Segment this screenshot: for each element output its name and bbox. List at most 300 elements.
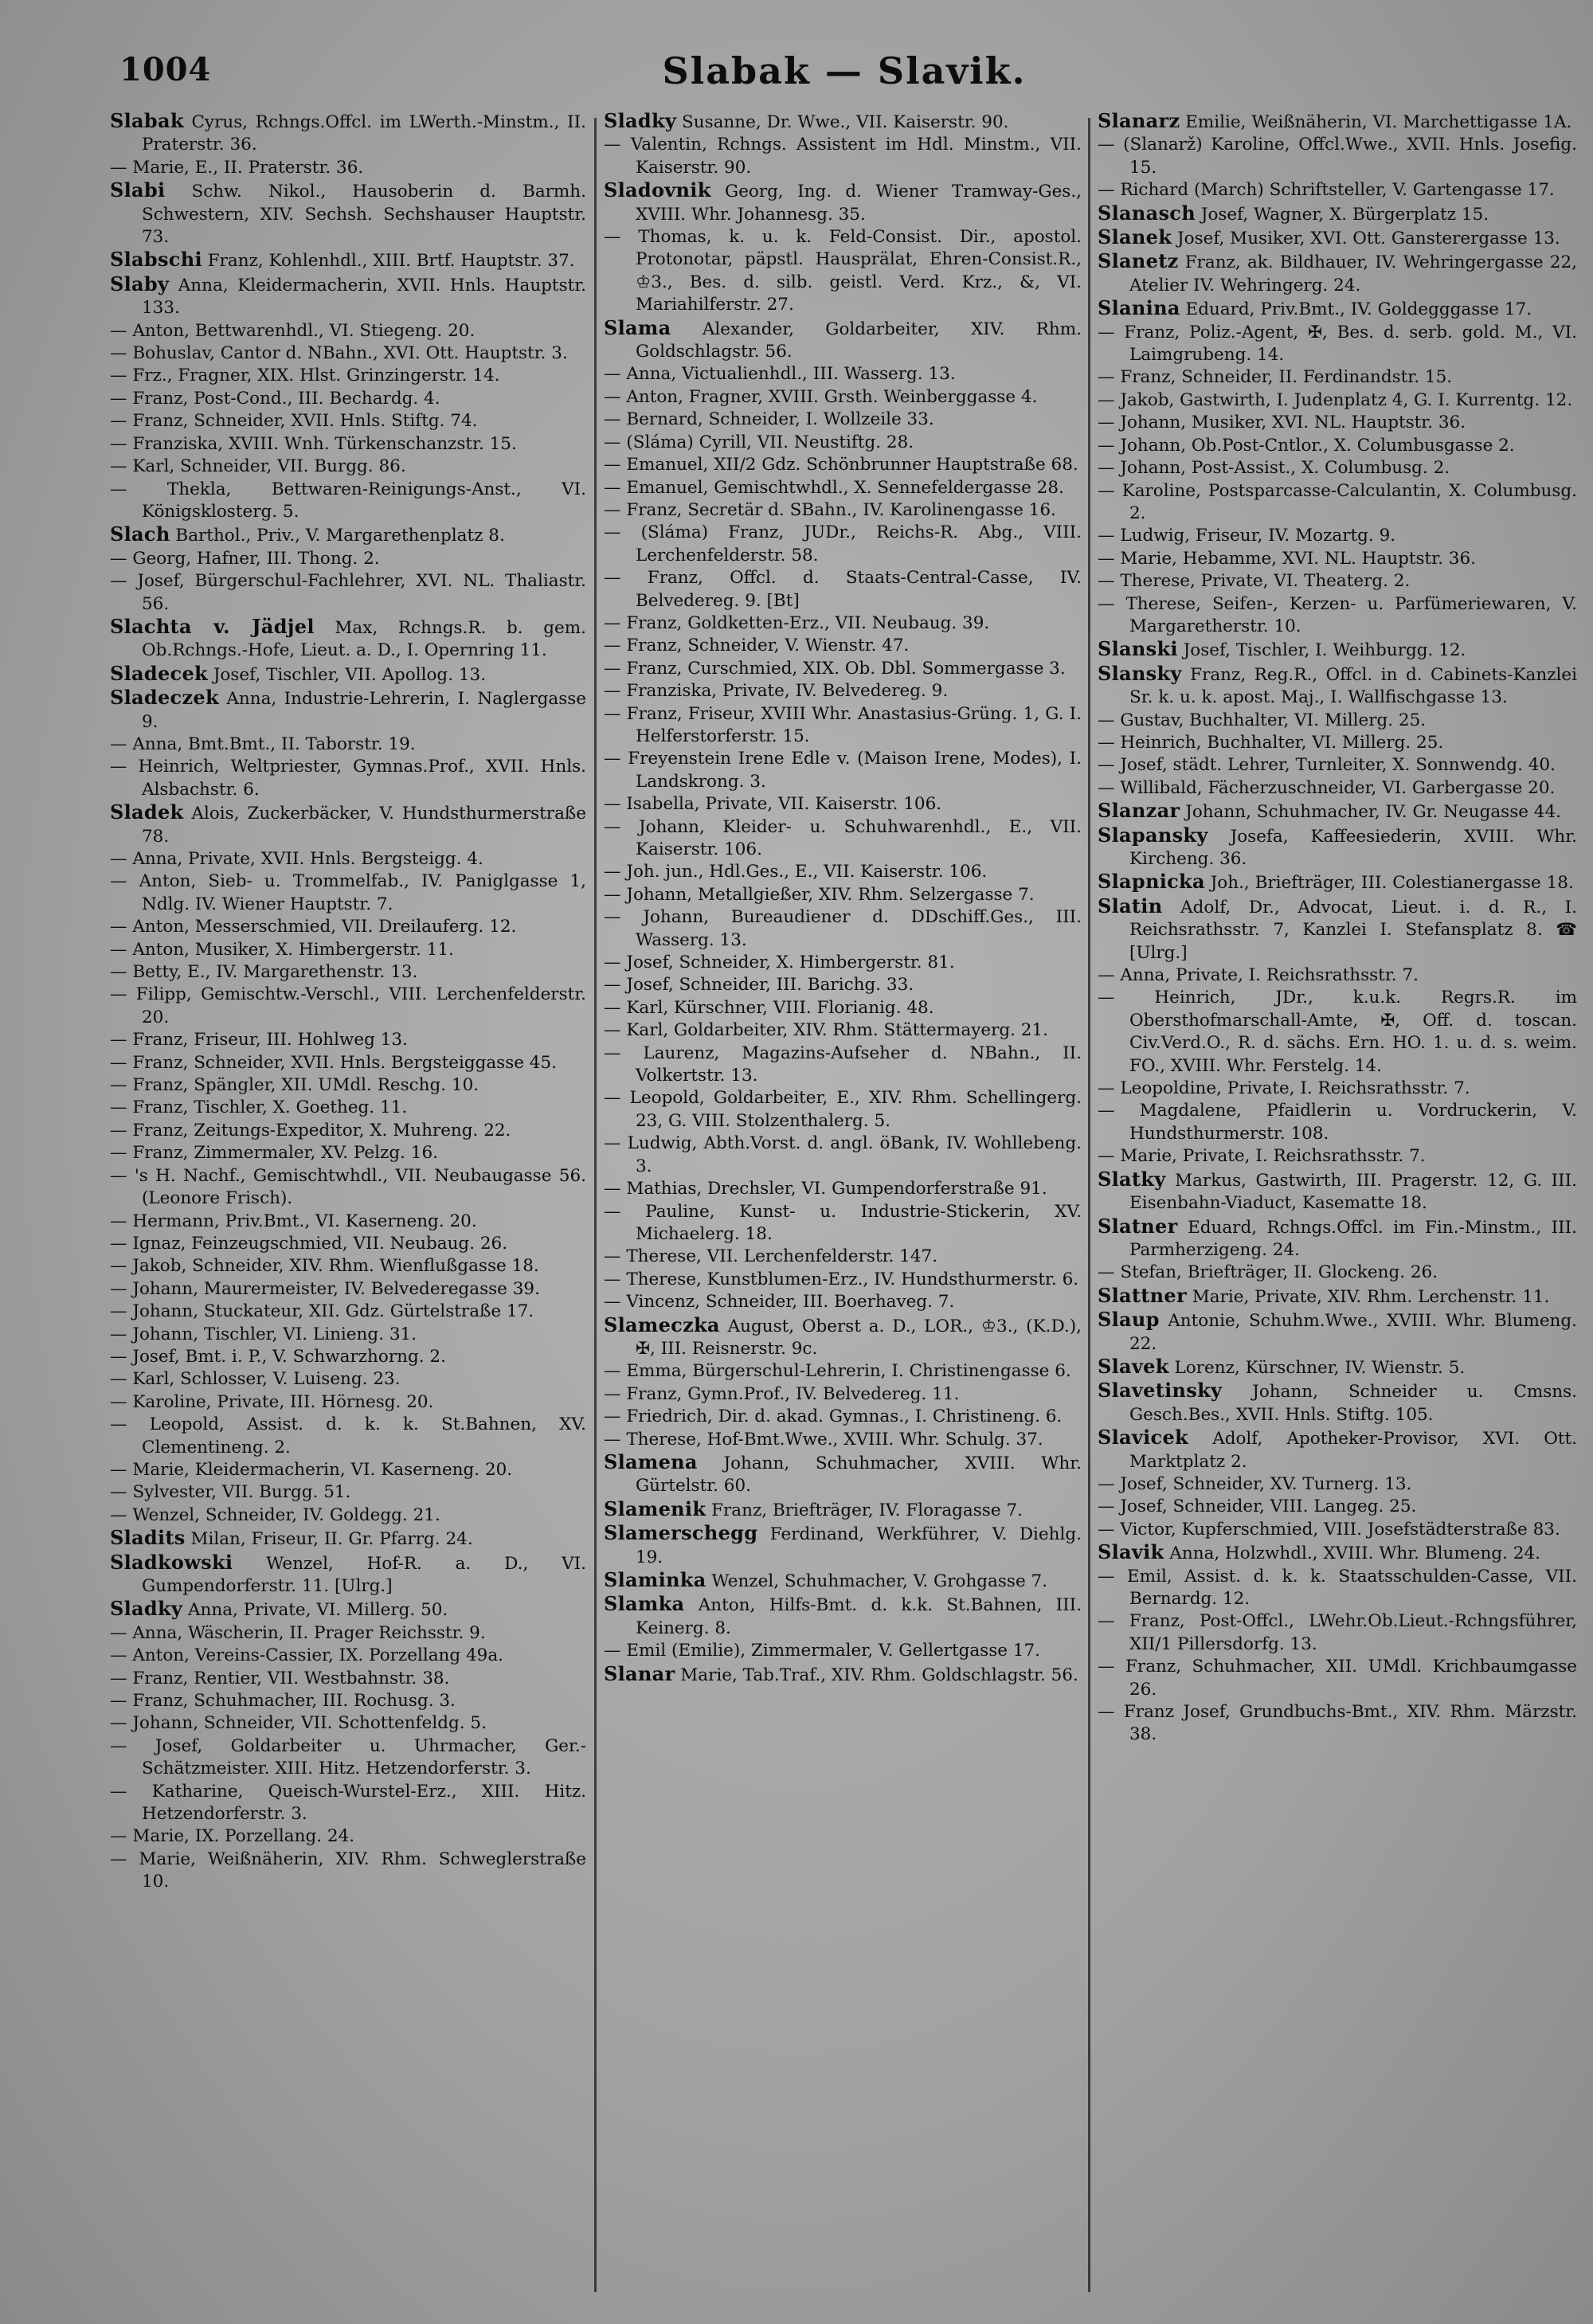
directory-entry	[1098, 638, 1577, 662]
entry-text: — Franz, Curschmied, XIX. Ob. Dbl. Sommergasse 3.	[604, 658, 1066, 679]
entry-text: — Josef, Bürgerschul-Fachlehrer, XVI. NL. Thaliastr. 56.	[110, 571, 586, 614]
page-number: 1004	[119, 51, 212, 88]
directory-entry	[604, 1360, 1082, 1383]
directory-entry	[1098, 1168, 1577, 1215]
entry-surname: Sladky	[110, 1597, 183, 1621]
directory-entry	[1098, 297, 1577, 321]
directory-entry	[110, 734, 586, 756]
directory-entry	[1098, 548, 1577, 570]
directory-entry	[110, 342, 586, 365]
directory-entry	[604, 1043, 1082, 1088]
entry-text: — Karoline, Postsparcasse-Calculantin, X. Columbusg. 2.	[1098, 480, 1577, 523]
directory-entry	[604, 432, 1082, 454]
directory-entry	[1098, 1078, 1577, 1100]
entry-text: — Stefan, Briefträger, II. Glockeng. 26.	[1098, 1262, 1438, 1283]
entry-surname: Slatin	[1098, 894, 1163, 917]
entry-text: — Filipp, Gemischtw.-Verschl., VIII. Lerchenfelderstr. 20.	[110, 984, 586, 1027]
entry-text: — (Sláma) Cyrill, VII. Neustiftg. 28.	[604, 432, 914, 452]
directory-entry	[604, 409, 1082, 431]
entry-text: — Wenzel, Schneider, IV. Goldegg. 21.	[110, 1504, 440, 1525]
directory-entry	[110, 1414, 586, 1459]
entry-text: — Franz Josef, Grundbuchs-Bmt., XIV. Rhm. Märzstr. 38.	[1098, 1702, 1577, 1745]
directory-entry	[110, 871, 586, 916]
directory-entry	[110, 1142, 586, 1164]
directory-entry	[110, 1504, 586, 1527]
entry-text: Anna, Private, VI. Millerg. 50.	[188, 1600, 448, 1621]
entry-text: — Franz, Post-Offcl., LWehr.Ob.Lieut.-Rchngsführer, XII/1 Pillersdorfg. 13.	[1098, 1611, 1577, 1654]
directory-entry	[1098, 1285, 1577, 1309]
directory-entry	[110, 1735, 586, 1781]
directory-entry	[110, 687, 586, 734]
directory-entry	[604, 1383, 1082, 1406]
directory-entry	[110, 410, 586, 432]
directory-entry	[110, 939, 586, 961]
directory-entry	[110, 1459, 586, 1481]
directory-entry	[604, 134, 1082, 179]
entry-text: Johann, Schuhmacher, IV. Gr. Neugasse 44.	[1185, 802, 1561, 823]
directory-entry	[110, 1255, 586, 1277]
entry-surname: Slavik	[1098, 1540, 1164, 1564]
entry-surname: Slanina	[1098, 296, 1180, 320]
entry-text: — Therese, Seifen-, Kerzen- u. Parfümeriewaren, V. Margaretherstr. 10.	[1098, 593, 1577, 636]
entry-surname: Sladek	[110, 800, 184, 824]
directory-entry	[110, 1346, 586, 1368]
entry-text: — Marie, Weißnäherin, XIV. Rhm. Schweglerstraße 10.	[110, 1849, 586, 1892]
entry-text: — Mathias, Drechsler, VI. Gumpendorferstraße 91.	[604, 1179, 1047, 1199]
entry-text: — Josef, städt. Lehrer, Turnleiter, X. Sonnwendg. 40.	[1098, 755, 1556, 776]
directory-entry	[110, 1781, 586, 1826]
entry-text: — Friedrich, Dir. d. akad. Gymnas., I. Christineng. 6.	[604, 1407, 1063, 1427]
directory-entry	[110, 1690, 586, 1712]
entry-text: — Franz, Post-Cond., III. Bechardg. 4.	[110, 388, 440, 409]
entry-text: — Franz, Friseur, III. Hohlweg 13.	[110, 1030, 408, 1050]
entry-surname: Slanek	[1098, 225, 1172, 249]
directory-entry	[1098, 871, 1577, 894]
directory-entry	[1098, 1426, 1577, 1473]
directory-entry	[604, 522, 1082, 567]
directory-entry	[110, 1097, 586, 1119]
directory-entry	[110, 848, 586, 871]
entry-surname: Slansky	[1098, 661, 1182, 685]
entry-text: — Franz, Goldketten-Erz., VII. Neubaug. 39.	[604, 612, 990, 633]
entry-text: — Josef, Schneider, III. Barichg. 33.	[604, 975, 914, 996]
directory-entry	[1098, 1379, 1577, 1426]
entry-text: — Joh. jun., Hdl.Ges., E., VII. Kaiserstr. 106.	[604, 862, 988, 882]
entry-surname: Slatner	[1098, 1214, 1178, 1238]
entry-text: Josef, Wagner, X. Bürgerplatz 15.	[1200, 204, 1489, 225]
entry-text: Max, Rchngs.R. b. gem. Ob.Rchngs.-Hofe, Lieut. a. D., I. Opernring 11.	[142, 617, 586, 661]
directory-entry	[604, 703, 1082, 749]
entry-text: Alois, Zuckerbäcker, V. Hundsthurmerstraße 78.	[142, 804, 586, 847]
directory-entry	[110, 916, 586, 938]
directory-entry	[1098, 1656, 1577, 1701]
directory-entry	[1098, 895, 1577, 964]
entry-text: — Karl, Schlosser, V. Luiseng. 23.	[110, 1369, 401, 1390]
directory-entry	[604, 1291, 1082, 1313]
column-divider	[1088, 118, 1090, 2292]
entry-text: — Johann, Post-Assist., X. Columbusg. 2.	[1098, 458, 1450, 479]
entry-text: — Anton, Messerschmied, VII. Dreilauferg. 12.	[110, 917, 517, 937]
entry-text: — Franziska, Private, IV. Belvedereg. 9.	[604, 681, 949, 702]
entry-surname: Slanar	[604, 1661, 675, 1685]
entry-text: Adolf, Apotheker-Provisor, XVI. Ott. Marktplatz 2.	[1129, 1429, 1577, 1472]
directory-entry	[1098, 525, 1577, 547]
entry-text: — Vincenz, Schneider, III. Boerhaveg. 7.	[604, 1292, 955, 1313]
directory-entry	[110, 456, 586, 478]
entry-text: — Jakob, Gastwirth, I. Judenplatz 4, G. I. Kurrentg. 12.	[1098, 389, 1573, 410]
column-2	[604, 110, 1082, 2292]
entry-text: — Bernard, Schneider, I. Wollzeile 33.	[604, 409, 934, 430]
directory-entry	[604, 680, 1082, 702]
entry-surname: Slanasch	[1098, 201, 1196, 225]
directory-entry	[604, 861, 1082, 883]
directory-entry	[110, 1324, 586, 1346]
directory-entry	[1098, 366, 1577, 389]
entry-text: — Josef, Schneider, X. Himbergerstr. 81.	[604, 953, 955, 973]
entry-text: — Heinrich, Buchhalter, VI. Millerg. 25.	[1098, 732, 1444, 753]
directory-entry	[604, 1663, 1082, 1687]
entry-text: — Franz, Friseur, XVIII Whr. Anastasius-Grüng. 1, G. I. Helferstorferstr. 15.	[604, 703, 1082, 746]
entry-text: Ferdinand, Werkführer, V. Diehlg. 19.	[636, 1524, 1082, 1567]
directory-entry	[110, 110, 586, 157]
directory-entry	[604, 1246, 1082, 1268]
directory-entry	[604, 997, 1082, 1019]
entry-text: — Emma, Bürgerschul-Lehrerin, I. Christinengasse 6.	[604, 1361, 1071, 1382]
directory-entry	[110, 1052, 586, 1074]
entry-surname: Slabak	[110, 110, 184, 132]
directory-entry	[1098, 987, 1577, 1078]
directory-entry	[604, 1269, 1082, 1291]
entry-text: — Franz, Poliz.-Agent, ✠, Bes. d. serb. gold. M., VI. Laimgrubeng. 14.	[1098, 322, 1577, 366]
entry-text: — Johann, Ob.Post-Cntlor., X. Columbusgasse 2.	[1098, 435, 1515, 456]
directory-entry	[604, 454, 1082, 476]
directory-entry	[1098, 1519, 1577, 1541]
entry-text: Joh., Briefträger, III. Colestianergasse 18.	[1210, 873, 1574, 894]
entry-text: Adolf, Dr., Advocat, Lieut. i. d. R., I. Reichsrathsstr. 7, Kanzlei I. Stefansplatz 8. ☎ [Ulrg.]	[1129, 897, 1577, 963]
directory-entry	[604, 635, 1082, 657]
entry-text: — Johann, Metallgießer, XIV. Rhm. Selzergasse 7.	[604, 884, 1035, 905]
entry-text: Cyrus, Rchngs.Offcl. im LWerth.-Minstm., II. Praterstr. 36.	[142, 112, 586, 155]
entry-text: — Therese, Hof-Bmt.Wwe., XVIII. Whr. Schulg. 37.	[604, 1429, 1043, 1450]
directory-entry	[1098, 322, 1577, 367]
entry-text: Antonie, Schuhm.Wwe., XVIII. Whr. Blumeng. 22.	[1129, 1311, 1577, 1354]
entry-text: Markus, Gastwirth, III. Pragerstr. 12, G. III. Eisenbahn-Viaduct, Kasematte 18.	[1129, 1170, 1577, 1214]
entry-text: — (Sláma) Franz, JUDr., Reichs-R. Abg., VIII. Lerchenfelderstr. 58.	[604, 522, 1082, 565]
directory-entry	[604, 1498, 1082, 1522]
entry-surname: Slamka	[604, 1592, 685, 1616]
entry-surname: Slavicek	[1098, 1426, 1188, 1450]
entry-text: — Georg, Hafner, III. Thong. 2.	[110, 548, 380, 569]
entry-text: — Franz, Schneider, XVII. Hnls. Bergsteiggasse 45.	[110, 1052, 557, 1073]
entry-text: — Anton, Musiker, X. Himbergerstr. 11.	[110, 939, 454, 960]
directory-entry	[604, 906, 1082, 952]
entry-surname: Sladkowski	[110, 1550, 233, 1574]
entry-surname: Slachta v. Jädjel	[110, 614, 315, 638]
directory-entry	[110, 756, 586, 801]
directory-entry	[604, 1314, 1082, 1361]
entry-text: — Therese, Private, VI. Theaterg. 2.	[1098, 571, 1411, 592]
entry-text: Anna, Industrie-Lehrerin, I. Naglergasse 9.	[142, 689, 586, 732]
entry-text: — Josef, Schneider, VIII. Langeg. 25.	[1098, 1497, 1417, 1517]
directory-entry	[1098, 800, 1577, 824]
entry-text: — Karl, Goldarbeiter, XIV. Rhm. Stättermayerg. 21.	[604, 1020, 1048, 1041]
directory-entry	[604, 477, 1082, 499]
entry-text: Johann, Schuhmacher, XVIII. Whr. Gürtelstr. 60.	[636, 1453, 1082, 1497]
entry-text: — (Slanarž) Karoline, Offcl.Wwe., XVII. Hnls. Josefig. 15.	[1098, 135, 1577, 178]
entry-text: — Freyenstein Irene Edle v. (Maison Irene, Modes), I. Landskrong. 3.	[604, 749, 1082, 792]
directory-entry	[604, 1019, 1082, 1042]
directory-entry	[1098, 777, 1577, 800]
entry-text: — Emil (Emilie), Zimmermaler, V. Gellertgasse 17.	[604, 1641, 1040, 1661]
directory-entry	[1098, 593, 1577, 639]
entry-surname: Slabi	[110, 178, 166, 202]
directory-entry	[110, 1301, 586, 1323]
directory-entry	[604, 1569, 1082, 1593]
entry-surname: Slamena	[604, 1450, 698, 1473]
entry-text: — Victor, Kupferschmied, VIII. Josefstädterstraße 83.	[1098, 1519, 1560, 1540]
entry-surname: Slabschi	[110, 248, 202, 272]
entry-surname: Slanzar	[1098, 799, 1180, 823]
entry-surname: Slamerschegg	[604, 1521, 758, 1545]
directory-entry	[110, 961, 586, 984]
directory-entry	[604, 1522, 1082, 1569]
directory-entry	[110, 479, 586, 524]
entry-surname: Slanarz	[1098, 110, 1180, 132]
entry-surname: Slavetinsky	[1098, 1379, 1223, 1403]
directory-entry	[1098, 1566, 1577, 1611]
entry-text: — Ludwig, Friseur, IV. Mozartg. 9.	[1098, 526, 1396, 546]
directory-entry	[1098, 570, 1577, 593]
directory-entry	[110, 1849, 586, 1894]
directory-entry	[110, 1645, 586, 1667]
directory-entry	[110, 801, 586, 848]
entry-text: — Anton, Vereins-Cassier, IX. Porzellang 49a.	[110, 1645, 503, 1666]
entry-surname: Slanski	[1098, 637, 1178, 661]
entry-text: Georg, Ing. d. Wiener Tramway-Ges., XVIII. Whr. Johannesg. 35.	[636, 182, 1082, 225]
directory-entry	[110, 365, 586, 387]
directory-entry	[110, 663, 586, 687]
entry-text: — Franz, Schneider, II. Ferdinandstr. 15.	[1098, 367, 1453, 388]
directory-entry	[110, 1668, 586, 1690]
entry-text: — Frz., Fragner, XIX. Hlst. Grinzingerstr. 14.	[110, 366, 500, 386]
directory-entry	[110, 616, 586, 663]
entry-text: Emilie, Weißnäherin, VI. Marchettigasse 1A.	[1185, 112, 1572, 132]
entry-text: — Heinrich, JDr., k.u.k. Regrs.R. im Obersthofmarschall-Amte, ✠, Off. d. toscan. Civ.Verd.O., R. d. sächs. Ern. HO. 1. u. d. s. weim. FO., XVIII. Whr. Ferstelg. 14.	[1098, 988, 1577, 1076]
directory-entry	[604, 179, 1082, 226]
directory-entry	[1098, 1473, 1577, 1496]
directory-entry	[604, 499, 1082, 522]
entry-text: — Franz, Rentier, VII. Westbahnstr. 38.	[110, 1668, 450, 1688]
entry-surname: Sladits	[110, 1526, 186, 1550]
directory-entry	[1098, 250, 1577, 297]
entry-text: — Thekla, Bettwaren-Reinigungs-Anst., VI. Königsklosterg. 5.	[110, 479, 586, 522]
entry-text: — Anna, Victualienhdl., III. Wasserg. 13.	[604, 364, 956, 385]
entry-text: — Johann, Maurermeister, IV. Belvederegasse 39.	[110, 1278, 540, 1299]
directory-entry	[1098, 412, 1577, 434]
entry-text: Josef, Tischler, I. Weihburgg. 12.	[1183, 640, 1466, 661]
directory-entry	[110, 433, 586, 456]
entry-text: Alexander, Goldarbeiter, XIV. Rhm. Goldschlagstr. 56.	[636, 319, 1082, 362]
directory-entry	[604, 1201, 1082, 1246]
entry-text: — Franz, Zeitungs-Expeditor, X. Muhreng. 22.	[110, 1120, 511, 1140]
entry-text: Wenzel, Hof-R. a. D., VI. Gumpendorferstr. 11. [Ulrg.]	[142, 1553, 586, 1596]
entry-text: Lorenz, Kürschner, IV. Wienstr. 5.	[1174, 1357, 1466, 1378]
directory-entry	[1098, 226, 1577, 250]
entry-text: — Leopold, Assist. d. k. k. St.Bahnen, XV. Clementineng. 2.	[110, 1414, 586, 1457]
directory-entry	[1098, 457, 1577, 479]
entry-text: Marie, Private, XIV. Rhm. Lerchenstr. 11.	[1192, 1286, 1550, 1307]
directory-entry	[110, 548, 586, 570]
entry-text: Franz, Briefträger, IV. Floragasse 7.	[711, 1500, 1023, 1520]
entry-text: August, Oberst a. D., LOR., ♔3., (K.D.), ✠, III. Reisnerstr. 9c.	[636, 1316, 1082, 1359]
entry-surname: Slaup	[1098, 1308, 1160, 1332]
directory-entry	[110, 1233, 586, 1255]
entry-text: — Johann, Musiker, XVI. NL. Hauptstr. 36.	[1098, 413, 1466, 433]
entry-text: — Karoline, Private, III. Hörnesg. 20.	[110, 1391, 434, 1412]
directory-entry	[110, 1029, 586, 1051]
directory-entry	[1098, 480, 1577, 526]
directory-entry	[110, 248, 586, 272]
entry-text: Anna, Holzwhdl., XVIII. Whr. Blumeng. 24.	[1169, 1543, 1540, 1564]
entry-text: — Franziska, XVIII. Wnh. Türkenschanzstr. 15.	[110, 433, 517, 454]
directory-entry	[110, 523, 586, 547]
directory-entry	[110, 1825, 586, 1848]
page-title: Slabak — Slavik.	[662, 49, 1027, 92]
directory-entry	[604, 748, 1082, 793]
directory-entry	[110, 1527, 586, 1551]
entry-text: — Johann, Tischler, VI. Linieng. 31.	[110, 1324, 417, 1344]
directory-entry	[110, 1481, 586, 1504]
directory-entry	[1098, 1496, 1577, 1518]
directory-entry	[110, 157, 586, 179]
entry-text: — Hermann, Priv.Bmt., VI. Kaserneng. 20.	[110, 1211, 477, 1231]
entry-text: — Emil, Assist. d. k. k. Staatsschulden-Casse, VII. Bernardg. 12.	[1098, 1566, 1577, 1609]
entry-text: — Anna, Private, XVII. Hnls. Bergsteigg. 4.	[110, 849, 483, 869]
entry-text: — Emanuel, Gemischtwhdl., X. Sennefeldergasse 28.	[604, 477, 1064, 498]
entry-surname: Slapansky	[1098, 823, 1208, 847]
entry-text: Wenzel, Schuhmacher, V. Grohgasse 7.	[711, 1571, 1048, 1591]
entry-text: — Pauline, Kunst- u. Industrie-Stickerin, XV. Michaelerg. 18.	[604, 1201, 1082, 1244]
entry-text: — Anton, Fragner, XVIII. Grsth. Weinberggasse 4.	[604, 386, 1038, 407]
entry-surname: Sladovnik	[604, 178, 711, 202]
directory-entry	[110, 320, 586, 342]
directory-entry	[604, 974, 1082, 996]
directory-entry	[110, 1368, 586, 1391]
directory-entry	[1098, 202, 1577, 226]
directory-entry	[110, 1598, 586, 1622]
directory-entry	[110, 1120, 586, 1142]
entry-text: — Jakob, Schneider, XIV. Rhm. Wienflußgasse 18.	[110, 1256, 539, 1277]
directory-entry	[604, 317, 1082, 364]
directory-entry	[604, 1593, 1082, 1640]
entry-surname: Slama	[604, 315, 671, 339]
entry-surname: Sladecek	[110, 661, 208, 685]
directory-entry	[1098, 1145, 1577, 1168]
directory-entry	[110, 179, 586, 248]
entry-text: Franz, ak. Bildhauer, IV. Wehringergasse 22, Atelier IV. Wehringerg. 24.	[1129, 252, 1577, 295]
directory-entry	[1098, 663, 1577, 710]
entry-text: — Josef, Schneider, XV. Turnerg. 13.	[1098, 1473, 1412, 1494]
directory-entry	[604, 1640, 1082, 1662]
entry-text: — Anna, Wäscherin, II. Prager Reichsstr. 9.	[110, 1622, 486, 1643]
entry-text: — Johann, Kleider- u. Schuhwarenhdl., E., VII. Kaiserstr. 106.	[604, 816, 1082, 859]
entry-text: — Johann, Bureaudiener d. DDschiff.Ges., III. Wasserg. 13.	[604, 907, 1082, 950]
directory-entry	[110, 1074, 586, 1097]
entry-text: — Willibald, Fächerzuschneider, VI. Garbergasse 20.	[1098, 777, 1556, 798]
entry-text: — Betty, E., IV. Margarethenstr. 13.	[110, 962, 418, 983]
directory-entry	[1098, 1356, 1577, 1379]
directory-entry	[604, 793, 1082, 816]
directory-entry	[1098, 732, 1577, 754]
directory-entry	[110, 1278, 586, 1301]
directory-entry	[1098, 134, 1577, 179]
entry-text: — Ludwig, Abth.Vorst. d. angl. öBank, IV. Wohllebeng. 3.	[604, 1133, 1082, 1176]
directory-entry	[604, 110, 1082, 134]
directory-entry	[604, 567, 1082, 612]
entry-text: — Franz, Schneider, V. Wienstr. 47.	[604, 636, 910, 656]
entry-text: — Anton, Bettwarenhdl., VI. Stiegeng. 20.	[110, 320, 476, 341]
directory-entry	[604, 226, 1082, 317]
entry-text: — Franz, Secretär d. SBahn., IV. Karolinengasse 16.	[604, 499, 1056, 520]
entry-text: — 's H. Nachf., Gemischtwhdl., VII. Neubaugasse 56. (Leonore Frisch).	[110, 1165, 586, 1209]
entry-text: — Thomas, k. u. k. Feld-Consist. Dir., apostol. Protonotar, päpstl. Hausprälat, Ehren-Consist.R., ♔3., Bes. d. silb. geistl. Verd. Krz., &, VI. Mariahilferstr. 27.	[604, 227, 1082, 315]
entry-text: — Franz, Schneider, XVII. Hnls. Stiftg. 74.	[110, 411, 478, 432]
entry-surname: Slaminka	[604, 1568, 706, 1591]
entry-text: — Magdalene, Pfaidlerin u. Vordruckerin, V. Hundsthurmerstr. 108.	[1098, 1101, 1577, 1144]
entry-text: — Anna, Private, I. Reichsrathsstr. 7.	[1098, 965, 1419, 986]
directory-entry	[604, 1178, 1082, 1200]
entry-text: — Marie, E., II. Praterstr. 36.	[110, 157, 364, 178]
entry-text: Josefa, Kaffeesiederin, XVIII. Whr. Kircheng. 36.	[1129, 826, 1577, 869]
entry-text: Anton, Hilfs-Bmt. d. k.k. St.Bahnen, III. Keinerg. 8.	[636, 1595, 1082, 1638]
directory-entry	[604, 884, 1082, 906]
entry-text: — Josef, Goldarbeiter u. Uhrmacher, Ger.-Schätzmeister. XIII. Hitz. Hetzendorferstr. 3.	[110, 1735, 586, 1779]
entry-text: — Katharine, Queisch-Wurstel-Erz., XIII. Hitz. Hetzendorferstr. 3.	[110, 1781, 586, 1825]
entry-text: Anna, Kleidermacherin, XVII. Hnls. Hauptstr. 133.	[142, 275, 586, 319]
entry-text: Eduard, Rchngs.Offcl. im Fin.-Minstm., III. Parmherzigeng. 24.	[1129, 1217, 1577, 1260]
entry-surname: Slanetz	[1098, 249, 1179, 273]
directory-entry	[604, 1087, 1082, 1133]
entry-text: Franz, Reg.R., Offcl. in d. Cabinets-Kanzlei Sr. k. u. k. apost. Maj., I. Wallfischgasse 13.	[1129, 664, 1577, 708]
entry-text: — Emanuel, XII/2 Gdz. Schönbrunner Hauptstraße 68.	[604, 455, 1078, 475]
directory-entry	[604, 1451, 1082, 1498]
column-divider	[594, 118, 597, 2292]
directory-entry	[604, 658, 1082, 680]
directory-entry	[110, 1551, 586, 1598]
entry-text: — Josef, Bmt. i. P., V. Schwarzhorng. 2.	[110, 1346, 446, 1367]
entry-text: — Marie, Hebamme, XVI. NL. Hauptstr. 36.	[1098, 548, 1476, 569]
column-1	[110, 110, 586, 2292]
entry-text: — Heinrich, Weltpriester, Gymnas.Prof., XVII. Hnls. Alsbachstr. 6.	[110, 757, 586, 800]
entry-text: — Therese, VII. Lerchenfelderstr. 147.	[604, 1246, 938, 1267]
entry-text: — Ignaz, Feinzeugschmied, VII. Neubaug. 26.	[110, 1233, 508, 1254]
entry-text: — Isabella, Private, VII. Kaiserstr. 106.	[604, 794, 942, 815]
entry-surname: Slapnicka	[1098, 870, 1205, 894]
entry-text: — Karl, Schneider, VII. Burgg. 86.	[110, 456, 406, 477]
entry-text: — Marie, Private, I. Reichsrathsstr. 7.	[1098, 1146, 1426, 1167]
entry-text: — Johann, Schneider, VII. Schottenfeldg. 5.	[110, 1713, 487, 1734]
directory-entry	[604, 612, 1082, 635]
entry-text: Barthol., Priv., V. Margarethenplatz 8.	[175, 526, 505, 546]
entry-text: — Franz, Zimmermaler, XV. Pelzg. 16.	[110, 1143, 438, 1164]
entry-text: — Marie, Kleidermacherin, VI. Kaserneng. 20.	[110, 1459, 513, 1480]
entry-text: — Anton, Sieb- u. Trommelfab., IV. Paniglgasse 1, Ndlg. IV. Wiener Hauptstr. 7.	[110, 871, 586, 914]
entry-text: Eduard, Priv.Bmt., IV. Goldegggasse 17.	[1185, 299, 1532, 320]
directory-entry	[110, 984, 586, 1029]
entry-text: — Franz, Offcl. d. Staats-Central-Casse, IV. Belvedereg. 9. [Bt]	[604, 568, 1082, 611]
entry-text: — Leopoldine, Private, I. Reichsrathsstr. 7.	[1098, 1078, 1470, 1099]
entry-surname: Slach	[110, 522, 170, 546]
